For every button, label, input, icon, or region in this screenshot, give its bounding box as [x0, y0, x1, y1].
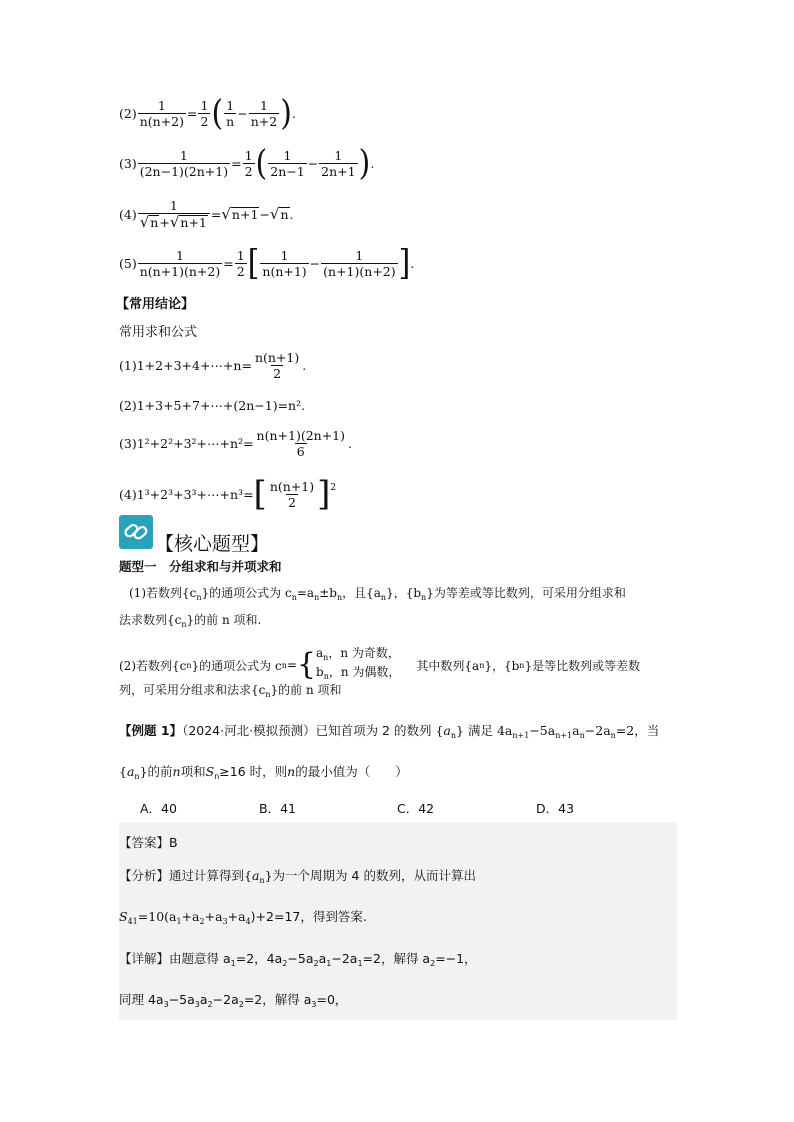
- equals: =: [187, 106, 198, 121]
- text: }为等差或等比数列，可采用分组求和: [426, 586, 626, 600]
- text: +a: [204, 909, 223, 924]
- common-subheading: 常用求和公式: [119, 325, 198, 340]
- right-paren: ): [280, 92, 292, 134]
- denominator: (2n−1)(2n+1): [139, 164, 229, 179]
- left-bracket: [: [247, 242, 260, 284]
- numerator: 1: [334, 148, 343, 163]
- analysis-tag: 【分析】: [119, 868, 170, 883]
- subscript: 2: [282, 959, 288, 968]
- text: =: [286, 658, 297, 672]
- common-heading: 【常用结论】: [116, 297, 195, 312]
- text: 项和: [180, 764, 206, 779]
- subscript: n: [479, 660, 485, 670]
- detail-line2: [119, 990, 347, 1009]
- fraction: [319, 148, 357, 179]
- numerator: 1: [355, 248, 364, 263]
- analysis-line2: [119, 907, 367, 926]
- formula-5: [119, 242, 415, 284]
- right-bracket: ]: [398, 242, 411, 284]
- subscript: 4: [245, 917, 251, 926]
- denominator: 2: [287, 494, 296, 510]
- formula-4: [119, 198, 294, 230]
- subscript: 2: [313, 959, 319, 968]
- period: .: [410, 256, 415, 271]
- text: ，且{a: [342, 586, 381, 600]
- text: S: [119, 909, 128, 924]
- exponent: 2: [330, 483, 337, 493]
- subscript: 1: [230, 959, 236, 968]
- denominator: 2: [244, 164, 253, 179]
- example-line2: [119, 762, 408, 781]
- subscript: 3: [311, 1000, 317, 1009]
- radicand: n+1: [180, 215, 207, 230]
- fraction: [235, 248, 247, 279]
- text: a: [199, 992, 208, 1007]
- subscript: n: [421, 593, 427, 602]
- sqrt: √ n+1: [221, 205, 259, 223]
- denominator: n(n+2): [139, 114, 184, 129]
- text: （2024·河北·模拟预测）已知首项为 2 的数列: [182, 723, 432, 738]
- equals: =: [210, 206, 222, 222]
- text: }是等比数列或等差数: [524, 658, 641, 673]
- text: a: [443, 723, 451, 738]
- chain-link-icon: [119, 515, 153, 549]
- radicand: n+1: [231, 207, 259, 222]
- numerator: 1: [226, 98, 235, 113]
- text: 同理 4a: [119, 992, 164, 1007]
- math: $\{a_n\}$: [244, 868, 273, 885]
- piecewise-cases: [316, 646, 400, 684]
- text: }的通项公式为 c: [201, 586, 292, 600]
- subscript: n: [610, 731, 616, 740]
- numerator: 1: [244, 148, 253, 163]
- text: 法求数列{c: [119, 613, 182, 627]
- numerator: 1: [179, 148, 188, 163]
- denominator: n(n+1)(n+2): [139, 264, 221, 279]
- denominator: 2: [200, 114, 209, 129]
- text: =2，解得 a: [362, 951, 431, 966]
- formula-3: [119, 142, 375, 184]
- text: a: [318, 951, 327, 966]
- type1-para2-line2: [119, 681, 342, 699]
- text: ，n 为奇数，: [328, 646, 400, 660]
- subscript: 3: [222, 917, 228, 926]
- text: ≥16 时，则: [219, 764, 288, 779]
- subscript: n: [134, 772, 140, 781]
- analysis-line1: [119, 866, 476, 885]
- text: −5a: [168, 992, 195, 1007]
- subscript: n: [214, 772, 220, 781]
- text: 的前: [147, 764, 173, 779]
- subscript: 1: [326, 959, 332, 968]
- detail-line1: [119, 949, 477, 968]
- fraction: [249, 98, 279, 129]
- subscript: 3: [194, 1000, 200, 1009]
- subscript: n: [336, 593, 343, 602]
- text: +a: [227, 909, 246, 924]
- answer-line: 【答案】B: [119, 835, 178, 850]
- text: =0，: [316, 992, 348, 1007]
- sum-formula-4: [119, 474, 337, 514]
- numerator: 1: [176, 248, 184, 263]
- detail-tag: 【详解】: [119, 951, 170, 966]
- text: =−1，: [435, 951, 477, 966]
- text: −2a: [331, 951, 358, 966]
- text: 其中数列{a: [416, 658, 480, 673]
- core-title: 【核心题型】: [155, 533, 270, 555]
- numerator: n(n+1)(2n+1): [256, 428, 346, 443]
- subscript: n: [265, 690, 271, 699]
- left-bracket: [: [253, 474, 267, 514]
- sum-formula-1: [119, 350, 306, 381]
- text: =2，4a: [235, 951, 283, 966]
- option-a[interactable]: A．40: [140, 801, 177, 816]
- minus: −: [259, 206, 270, 222]
- example-tag: 【例题 1】: [119, 723, 183, 738]
- subscript: n: [323, 653, 329, 662]
- text: a: [251, 868, 260, 883]
- denominator: n: [226, 114, 235, 129]
- formula-label: (3): [119, 156, 137, 171]
- math: [468, 723, 659, 738]
- text: 通过计算得到: [169, 868, 245, 883]
- left-paren: (: [211, 92, 224, 134]
- formula-label: (2): [119, 106, 137, 121]
- numerator: 1: [200, 98, 209, 113]
- sum-formula-3: [119, 428, 352, 459]
- math: $\{a_n\}$: [435, 723, 464, 740]
- formula-label: (4): [119, 206, 137, 222]
- link-icon: [119, 515, 153, 549]
- text: 的最小值为（ ）: [295, 764, 408, 779]
- text: }的通项公式为 c: [191, 658, 282, 673]
- denominator: 2n+1: [321, 164, 356, 179]
- text: a: [572, 723, 580, 738]
- numerator: 1: [283, 148, 292, 163]
- subscript: n: [314, 593, 320, 602]
- type1-title: 题型一 分组求和与并项求和: [119, 559, 282, 574]
- subscript: n: [579, 731, 585, 740]
- subscript: 2: [430, 959, 436, 968]
- period: .: [289, 206, 294, 222]
- subscript: 2: [238, 1000, 244, 1009]
- type1-para1-line1: [129, 584, 626, 602]
- text: 为一个周期为 4 的数列，从而计算出: [272, 868, 476, 883]
- subscript: 2: [207, 1000, 213, 1009]
- expression: 1+2+3+4+⋯+n=: [136, 358, 252, 373]
- subscript: n+1: [555, 731, 573, 740]
- text: (2)若数列{c: [119, 658, 187, 673]
- option-c[interactable]: C．42: [397, 801, 435, 816]
- text: =10(a: [137, 909, 177, 924]
- fraction: [138, 98, 186, 129]
- text: −5a: [529, 723, 556, 738]
- fraction: [138, 248, 223, 279]
- fraction: [253, 350, 301, 381]
- fraction: [255, 428, 347, 459]
- subscript: n: [380, 593, 387, 602]
- fraction: [198, 98, 210, 129]
- denominator: 2n−1: [270, 164, 305, 179]
- example-line1: [119, 721, 659, 740]
- subscript: n: [519, 660, 525, 670]
- denominator: 2: [236, 264, 245, 279]
- sqrt: √ n+1: [169, 213, 207, 231]
- denominator: [138, 213, 210, 230]
- denominator: (n+1)(n+2): [323, 264, 396, 279]
- text: a: [316, 646, 324, 660]
- numerator: n(n+1): [254, 350, 300, 365]
- expression: 1²+2²+3²+⋯+n²=: [136, 436, 254, 451]
- period: .: [291, 106, 296, 121]
- subscript: n: [196, 593, 202, 602]
- numerator: 1: [280, 248, 289, 263]
- left-paren: (: [255, 142, 268, 184]
- subscript: 1: [176, 917, 182, 926]
- type1-para2-line1: [119, 646, 640, 684]
- text: a: [126, 764, 135, 779]
- subscript: n: [291, 593, 297, 602]
- formula-label: (5): [119, 256, 137, 271]
- formula-label: (4): [119, 486, 137, 502]
- fraction: [138, 148, 230, 179]
- fraction: [268, 148, 306, 179]
- text: )+2=17，得到答案.: [250, 909, 367, 924]
- fraction: [268, 479, 316, 510]
- text: S: [205, 764, 215, 779]
- subscript: n: [323, 672, 329, 681]
- fraction: [138, 198, 210, 230]
- case-odd: [316, 646, 400, 665]
- minus: −: [307, 156, 319, 171]
- text: 由题意得 a: [169, 951, 231, 966]
- numerator: 1: [259, 98, 268, 113]
- text: }的前 n 项和.: [186, 613, 262, 627]
- period: .: [348, 436, 352, 451]
- right-paren: ): [358, 142, 371, 184]
- math: $\{a_n\}$: [119, 764, 148, 781]
- equals: =: [231, 156, 242, 171]
- text: n: [287, 764, 296, 779]
- sqrt: √ n: [269, 205, 289, 223]
- text: n: [172, 764, 181, 779]
- text: ±b: [319, 586, 337, 600]
- text: }，{b: [386, 586, 422, 600]
- subscript: 41: [127, 917, 138, 926]
- denominator: 2: [273, 366, 282, 381]
- fraction: [224, 98, 236, 129]
- fraction: [243, 148, 255, 179]
- expression: 1³+2³+3³+⋯+n³=: [136, 486, 254, 502]
- right-bracket: ]: [317, 474, 331, 514]
- sqrt: √ n: [139, 213, 159, 231]
- numerator: 1: [169, 198, 178, 213]
- numerator: n(n+1): [269, 478, 315, 494]
- fraction: [321, 248, 397, 279]
- text: −2a: [212, 992, 239, 1007]
- subscript: n: [450, 731, 457, 740]
- subscript: n: [259, 876, 265, 885]
- plus: +: [159, 214, 170, 230]
- text: ，n 为偶数，: [328, 665, 401, 679]
- minus: −: [309, 256, 321, 271]
- text: =a: [296, 586, 315, 600]
- text: }的前 n 项和: [270, 683, 342, 697]
- fraction: [260, 248, 308, 279]
- formula-label: (3): [119, 436, 137, 451]
- option-d[interactable]: D．43: [536, 801, 575, 816]
- numerator: 1: [236, 248, 245, 263]
- text: +a: [181, 909, 200, 924]
- text: (1)若数列{c: [129, 586, 197, 600]
- text: b: [316, 665, 324, 679]
- period: .: [302, 358, 307, 373]
- type1-para1-line2: [119, 611, 261, 629]
- text: =2，当: [615, 723, 660, 738]
- left-brace: {: [296, 647, 316, 682]
- subscript: 2: [199, 917, 205, 926]
- text: 满足 4a: [467, 723, 513, 738]
- text: =2，解得 a: [243, 992, 312, 1007]
- radicand: n: [150, 215, 159, 230]
- minus: −: [237, 106, 248, 121]
- subscript: n: [281, 660, 287, 670]
- subscript: n+1: [512, 731, 530, 740]
- formula-label: (1): [119, 358, 137, 373]
- denominator: n(n+1): [262, 264, 307, 279]
- text: −2a: [584, 723, 611, 738]
- sum-formula-2: (2)1+3+5+7+⋯+(2n−1)=n².: [119, 398, 306, 413]
- numerator: 1: [157, 98, 166, 113]
- subscript: n: [186, 660, 192, 670]
- option-b[interactable]: B．41: [259, 801, 296, 816]
- text: }，{b: [484, 658, 520, 673]
- subscript: 1: [357, 959, 363, 968]
- text: 列，可采用分组求和法求{c: [119, 683, 266, 697]
- denominator: 6: [296, 444, 305, 459]
- text: −5a: [287, 951, 314, 966]
- period: .: [370, 156, 375, 171]
- denominator: n+2: [250, 114, 278, 129]
- subscript: 3: [163, 1000, 169, 1009]
- formula-2: [119, 92, 296, 134]
- subscript: n: [181, 620, 187, 629]
- equals: =: [223, 256, 234, 271]
- radicand: n: [280, 207, 289, 222]
